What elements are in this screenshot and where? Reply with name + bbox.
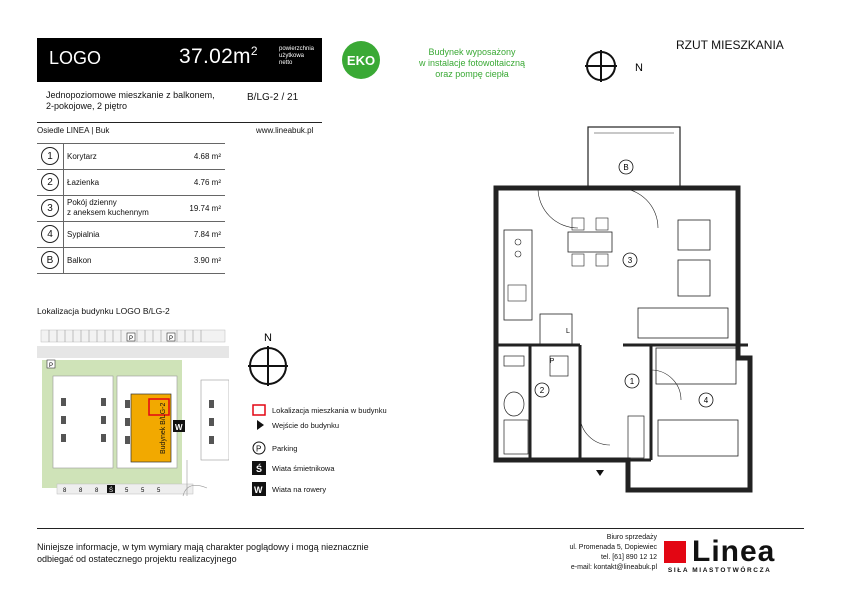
- logo-text: LOGO: [49, 48, 102, 68]
- disclaimer: Niniejsze informacje, w tym wymiary mają charakter poglądowy i mogą nieznacznie odbiegać od ostatecznego projektu realizacyjnego: [37, 542, 369, 564]
- svg-text:8: 8: [79, 488, 83, 494]
- header-divider: [37, 122, 322, 123]
- legend-label: Wiata śmietnikowa: [272, 464, 335, 473]
- legend-label: Parking: [272, 444, 298, 453]
- eko-description: Budynek wyposażony w instalacje fotowoltaiczną oraz pompę ciepła: [418, 47, 526, 79]
- brand-logo: [667, 535, 776, 574]
- room-row: [37, 144, 225, 170]
- brand-name: Linea: [692, 535, 776, 568]
- area-note: powierzchnia użytkowa netto: [279, 46, 315, 66]
- room-number: 4: [41, 225, 59, 243]
- apartment-location-icon: [252, 404, 266, 416]
- room-marker: 3: [627, 256, 633, 265]
- room-name: Sypialnia: [67, 230, 100, 239]
- map-compass-icon: [244, 332, 296, 388]
- svg-text:8: 8: [95, 488, 99, 494]
- sales-office: Biuro sprzedaży ul. Promenada 5, Dopiewiec tel. [61] 890 12 12 e-mail: kontakt@lineabuk.pl: [569, 534, 657, 571]
- room-row: [37, 222, 225, 248]
- room-area: 4.76 m²: [193, 178, 221, 187]
- room-table: [37, 143, 225, 274]
- legend-label: Wejście do budynku: [272, 421, 339, 430]
- brand-mark-icon: [664, 541, 688, 565]
- svg-text:5: 5: [141, 488, 145, 494]
- svg-text:P: P: [169, 336, 174, 342]
- parking-icon: [252, 441, 266, 455]
- room-marker: 4: [703, 396, 709, 405]
- bike-shelter-mark: W: [175, 423, 183, 432]
- location-title: Lokalizacja budynku LOGO B/LG-2: [37, 306, 170, 316]
- plan-title: RZUT MIESZKANIA: [676, 38, 784, 52]
- bike-shelter-icon: [252, 482, 266, 496]
- map-north-label: N: [264, 332, 272, 344]
- svg-text:Ś: Ś: [256, 464, 263, 474]
- header-box: [37, 38, 322, 82]
- brand-tagline: SIŁA MIASTOTWÓRCZA: [667, 567, 772, 574]
- kitchen-label: L: [566, 328, 570, 335]
- website-link[interactable]: www.lineabuk.pl: [256, 126, 314, 135]
- room-area: 3.90 m²: [193, 256, 221, 265]
- room-name: Korytarz: [67, 152, 97, 161]
- room-number: B: [41, 251, 59, 269]
- svg-text:5: 5: [157, 488, 161, 494]
- room-name: Łazienka: [67, 178, 100, 187]
- svg-text:W: W: [254, 485, 263, 495]
- site-map: [37, 320, 229, 500]
- room-name: Balkon: [67, 256, 92, 265]
- room-name: Pokój dzienny z aneksem kuchennym: [67, 198, 149, 217]
- footer-divider: [37, 528, 804, 529]
- room-marker: B: [623, 163, 629, 172]
- room-area: 4.68 m²: [193, 152, 221, 161]
- svg-text:P: P: [49, 363, 54, 369]
- svg-text:Ś: Ś: [109, 488, 114, 494]
- building-label: Budynek B/LG-2: [160, 402, 167, 454]
- entrance-icon: [255, 419, 265, 431]
- svg-text:5: 5: [125, 488, 129, 494]
- svg-text:P: P: [129, 336, 134, 342]
- apartment-code: B/LG-2 / 21: [247, 92, 299, 103]
- parking-mark: P: [549, 358, 555, 365]
- room-area: 19.74 m²: [189, 204, 221, 213]
- room-number: 2: [41, 173, 59, 191]
- room-marker: 1: [629, 377, 635, 386]
- compass-icon: [585, 50, 645, 84]
- room-marker: 2: [539, 386, 545, 395]
- eko-badge: EKO: [342, 41, 380, 79]
- svg-text:8: 8: [63, 488, 67, 494]
- apartment-description: Jednopoziomowe mieszkanie z balkonem, 2-pokojowe, 2 piętro: [46, 90, 215, 111]
- room-number: 3: [41, 199, 59, 217]
- legend-label: Wiata na rowery: [272, 485, 327, 494]
- legend-label: Lokalizacja mieszkania w budynku: [272, 406, 387, 415]
- estate-name: Osiedle LINEA | Buk: [37, 126, 110, 135]
- room-row: [37, 196, 225, 222]
- room-number: 1: [41, 147, 59, 165]
- floor-plan: [488, 120, 770, 510]
- waste-shelter-icon: [252, 461, 266, 475]
- north-label: N: [635, 62, 643, 74]
- svg-text:P: P: [256, 444, 262, 454]
- room-area: 7.84 m²: [193, 230, 221, 239]
- room-row: [37, 248, 225, 274]
- room-row: [37, 170, 225, 196]
- apartment-area: $37.02m^2$: [179, 44, 258, 68]
